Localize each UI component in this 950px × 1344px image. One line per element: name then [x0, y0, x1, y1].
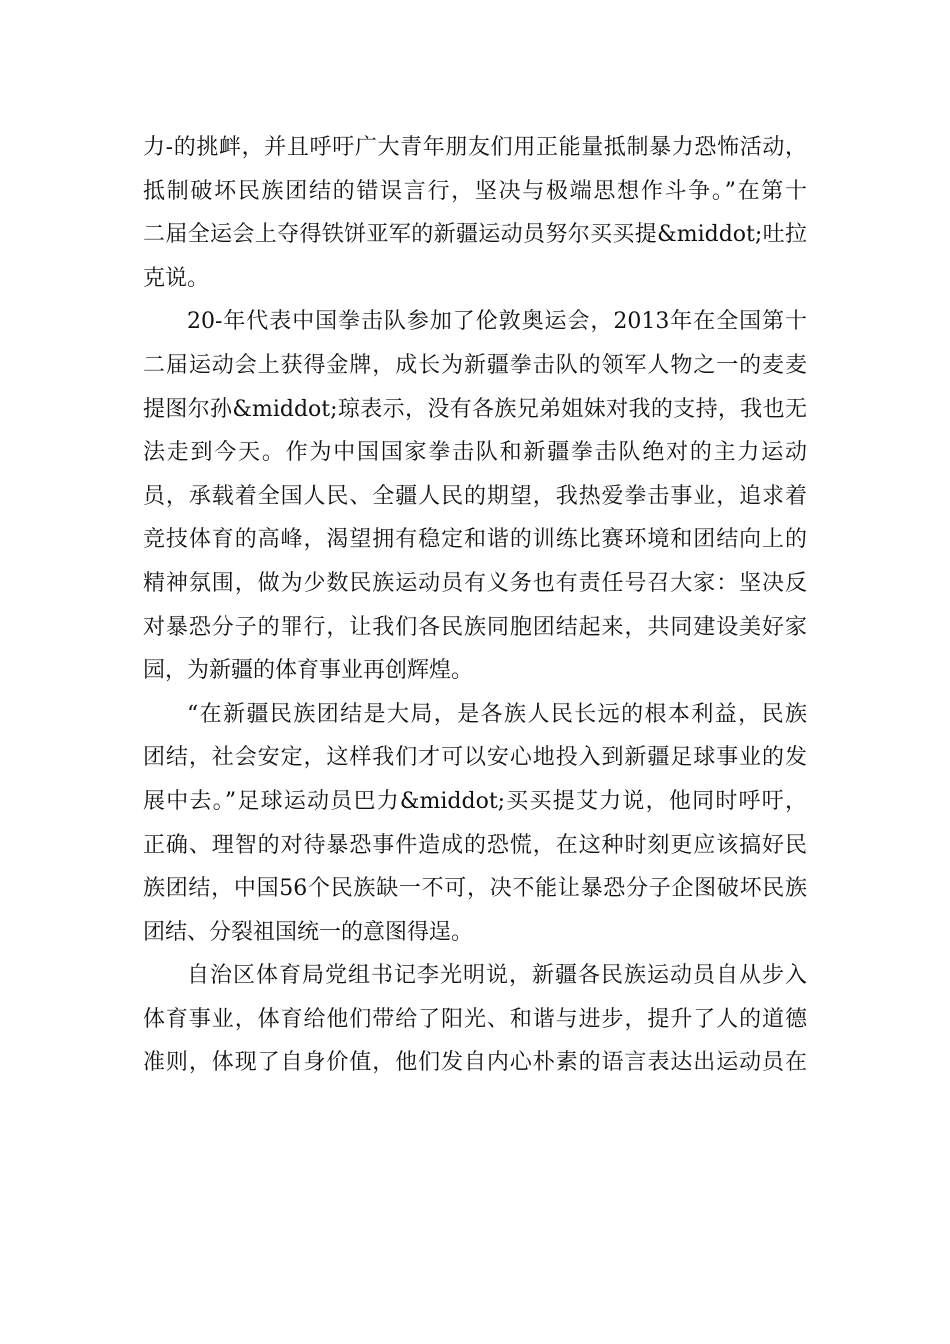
body-text [143, 126, 807, 1085]
text-line: 提图尔孙&middot;琼表示，没有各族兄弟姐妹对我的支持，我也无 [143, 396, 807, 422]
text-line: 展中去。”足球运动员巴力&middot;买买提艾力说，他同时呼吁， [143, 788, 807, 814]
text-line: 体育事业，体育给他们带给了阳光、和谐与进步，提升了人的道德 [143, 1006, 807, 1032]
text-line: 对暴恐分子的罪行，让我们各民族同胞团结起来，共同建设美好家 [143, 614, 807, 640]
text-line: 正确、理智的对待暴恐事件造成的恐慌，在这种时刻更应该搞好民 [143, 832, 807, 858]
text-line: 力-的挑衅，并且呼吁广大青年朋友们用正能量抵制暴力恐怖活动， [143, 135, 807, 160]
text-line: 族团结，中国56个民族缺一不可，决不能让暴恐分子企图破坏民族 [143, 876, 807, 902]
text-line: “在新疆民族团结是大局，是各族人民长远的根本利益，民族 [187, 701, 807, 727]
text-line: 团结、分裂祖国统一的意图得逞。 [143, 919, 474, 945]
text-line: 二届全运会上夺得铁饼亚军的新疆运动员努尔买买提&middot;吐拉 [143, 222, 807, 248]
text-line: 二届运动会上获得金牌，成长为新疆拳击队的领军人物之一的麦麦 [143, 352, 807, 378]
text-line: 抵制破坏民族团结的错误言行，坚决与极端思想作斗争。”在第十 [143, 178, 807, 204]
text-line: 竞技体育的高峰，渴望拥有稳定和谐的训练比赛环境和团结向上的 [143, 527, 807, 553]
text-line: 克说。 [143, 265, 210, 291]
text-line: 自治区体育局党组书记李光明说，新疆各民族运动员自从步入 [187, 963, 807, 989]
text-line: 准则，体现了自身价值，他们发自内心朴素的语言表达出运动员在 [143, 1050, 807, 1076]
text-line: 20-年代表中国拳击队参加了伦敦奥运会，2013年在全国第十 [187, 309, 807, 335]
text-line: 精神氛围，做为少数民族运动员有义务也有责任号召大家：坚决反 [143, 570, 807, 596]
text-line: 园，为新疆的体育事业再创辉煌。 [143, 658, 474, 684]
text-line: 法走到今天。作为中国国家拳击队和新疆拳击队绝对的主力运动 [143, 440, 807, 466]
text-line: 员，承载着全国人民、全疆人民的期望，我热爱拳击事业，追求着 [143, 483, 807, 509]
text-line: 团结，社会安定，这样我们才可以安心地投入到新疆足球事业的发 [143, 745, 807, 771]
